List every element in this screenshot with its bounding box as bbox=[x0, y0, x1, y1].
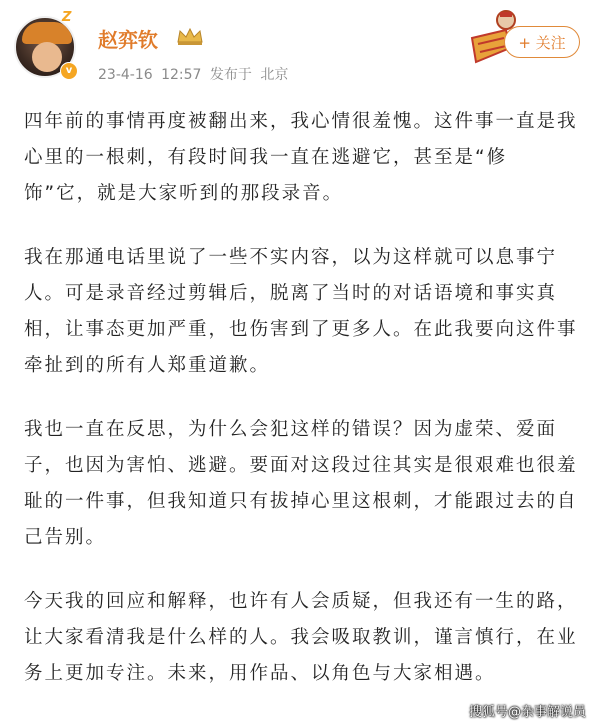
avatar-badge-icon: Z bbox=[62, 10, 72, 25]
post-paragraph: 四年前的事情再度被翻出来，我心情很羞愧。这件事一直是我心里的一根刺，有段时间我一直在逃避它，甚至是“修饰”它，就是大家听到的那段录音。 bbox=[24, 111, 578, 204]
post-location: 北京 bbox=[260, 67, 289, 83]
crown-icon bbox=[176, 26, 204, 46]
follow-button[interactable]: + 关注 bbox=[504, 26, 580, 58]
post-meta bbox=[98, 64, 288, 84]
verified-badge-icon: v bbox=[60, 62, 78, 80]
published-label: 发布于 bbox=[209, 67, 252, 83]
author-name[interactable]: 赵弈钦 bbox=[98, 28, 158, 52]
source-watermark: 搜狐号@杂事解说员 bbox=[468, 705, 586, 720]
post-timestamp: 23-4-16 12:57 bbox=[98, 67, 202, 83]
post-header bbox=[0, 0, 600, 96]
post-content bbox=[24, 104, 580, 720]
avatar-hat bbox=[22, 22, 72, 44]
avatar-face bbox=[32, 42, 62, 72]
post-paragraph: 今天我的回应和解释，也许有人会质疑，但我还有一生的路，让大家看清我是什么样的人。我会吸取教训，谨言慎行，在业务上更加专注。未来，用作品、以角色与大家相遇。 bbox=[24, 591, 578, 684]
post-paragraph: 我也一直在反思，为什么会犯这样的错误？因为虚荣、爱面子，也因为害怕、逃避。要面对这段过往其实是很艰难也很羞耻的一件事，但我知道只有拔掉心里这根刺，才能跟过去的自己告别。 bbox=[24, 419, 578, 548]
post-paragraph: 我在那通电话里说了一些不实内容，以为这样就可以息事宁人。可是录音经过剪辑后，脱离了当时的对话语境和事实真相，让事态更加严重，也伤害到了更多人。在此我要向这件事牵扯到的所有人郑重道歉。 bbox=[24, 247, 578, 376]
